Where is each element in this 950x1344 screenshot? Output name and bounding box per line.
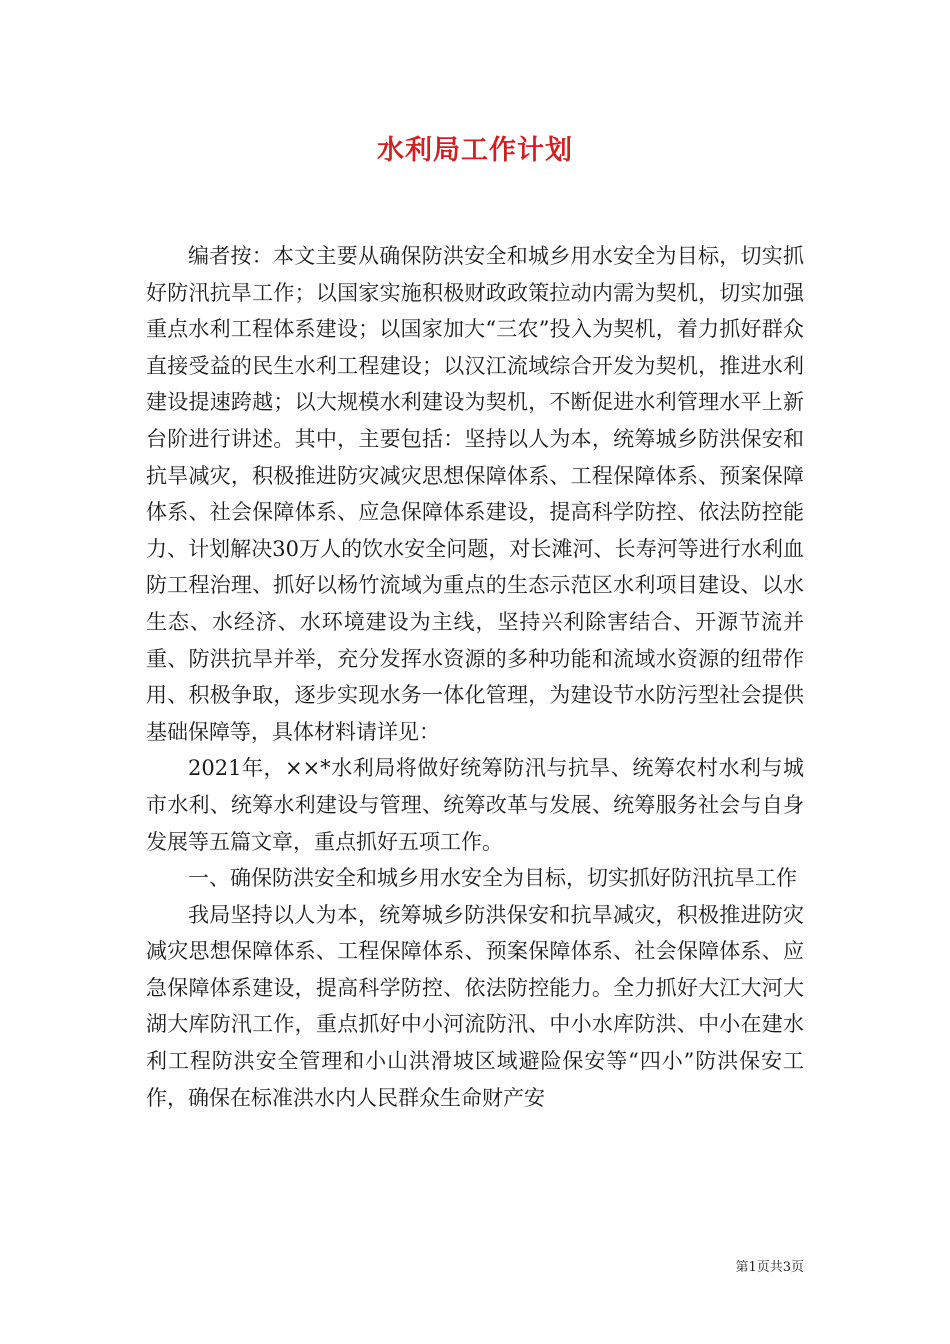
- paragraph-editor-note: 编者按：本文主要从确保防洪安全和城乡用水安全为目标，切实抓好防汛抗旱工作；以国家实施积极财政政策拉动内需为契机，切实加强重点水利工程体系建设；以国家加大“三农”投入为契机，着力抓好群众直接受益的民生水利工程建设；以汉江流域综合开发为契机，推进水利建设提速跨越；以大规模水利建设为契机，不断促进水利管理水平上新台阶进行讲述。其中，主要包括：坚持以人为本，统筹城乡防洪保安和抗旱减灾，积极推进防灾减灾思想保障体系、工程保障体系、预案保障体系、社会保障体系、应急保障体系建设，提高科学防控、依法防控能力、计划解决30万人的饮水安全问题，对长滩河、长寿河等进行水利血防工程治理、抓好以杨竹流域为重点的生态示范区水利项目建设、以水生态、水经济、水环境建设为主线，坚持兴利除害结合、开源节流并重、防洪抗旱并举，充分发挥水资源的多种功能和流域水资源的纽带作用、积极争取，逐步实现水务一体化管理，为建设节水防污型社会提供基础保障等，具体材料请详见：: [146, 244, 804, 744]
- document-title: 水利局工作计划: [377, 135, 573, 166]
- document-body: [146, 238, 804, 1116]
- paragraph-section-heading: 一、确保防洪安全和城乡用水安全为目标，切实抓好防汛抗旱工作: [188, 866, 797, 891]
- page-number: 第1页共3页: [735, 1260, 804, 1275]
- paragraph-intro: 2021年，××*水利局将做好统筹防汛与抗旱、统筹农村水利与城市水利、统筹水利建设与管理、统筹改革与发展、统筹服务社会与自身发展等五篇文章，重点抓好五项工作。: [146, 756, 804, 854]
- paragraph-section-body: 我局坚持以人为本，统筹城乡防洪保安和抗旱减灾，积极推进防灾减灾思想保障体系、工程保障体系、预案保障体系、社会保障体系、应急保障体系建设，提高科学防控、依法防控能力。全力抓好大江大河大湖大库防汛工作，重点抓好中小河流防汛、中小水库防洪、中小在建水利工程防洪安全管理和小山洪滑坡区域避险保安等“四小”防洪保安工作，确保在标准洪水内人民群众生命财产安: [146, 902, 804, 1110]
